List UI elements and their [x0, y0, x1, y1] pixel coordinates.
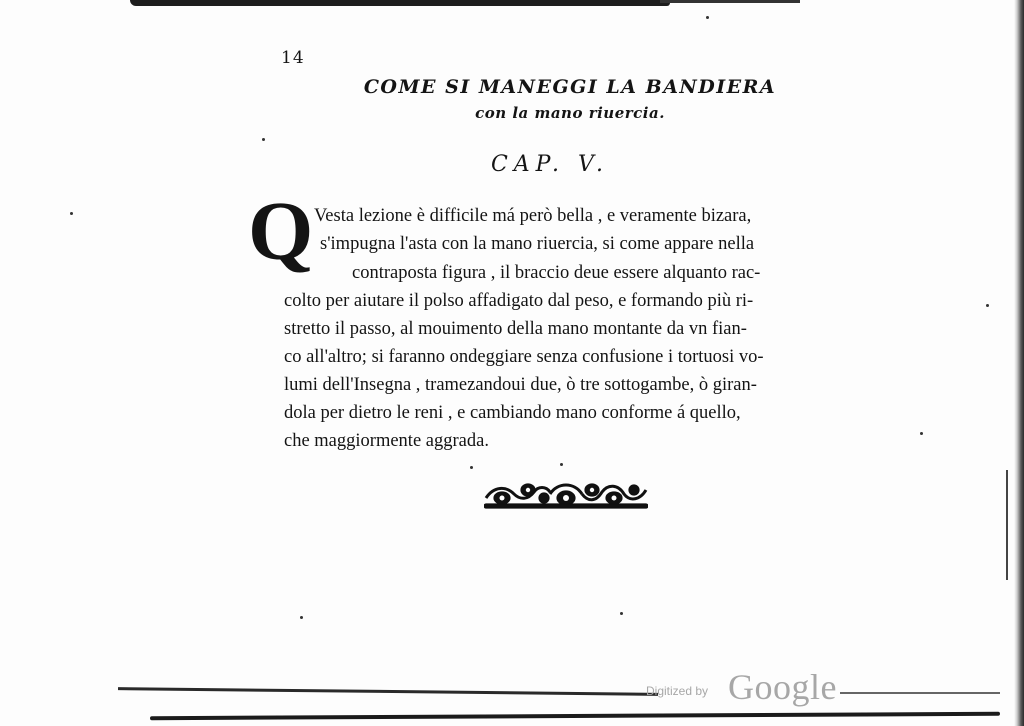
chapter-heading: CAP. V. — [490, 152, 610, 177]
page-edge-right — [1014, 0, 1024, 726]
page-edge-bottom-right — [840, 692, 1000, 694]
paper-speck — [706, 16, 709, 19]
paper-speck — [470, 466, 473, 469]
page-edge-bottom — [118, 687, 658, 696]
page-edge-bottom-shadow — [150, 712, 1000, 720]
body-line-9: che maggiormente aggrada. — [284, 431, 489, 451]
body-line-3: contraposta figura , il braccio deue essere alquanto rac- — [352, 263, 761, 283]
paper-speck — [620, 612, 623, 615]
google-logo: Google — [728, 667, 837, 707]
drop-cap: Q — [248, 185, 314, 278]
body-line-4: colto per aiutare il polso affadigato dal peso, e formando più ri- — [284, 291, 754, 311]
paper-speck — [560, 463, 563, 466]
floral-ornament-icon — [484, 476, 648, 510]
paper-speck — [70, 212, 73, 215]
page-edge-top — [130, 0, 670, 6]
body-line-6: co all'altro; si faranno ondeggiare senza confusione i tortuosi vo- — [284, 347, 764, 367]
paper-speck — [986, 304, 989, 307]
body-line-2: s'impugna l'asta con la mano riuercia, si come appare nella — [320, 234, 755, 254]
paper-speck — [300, 616, 303, 619]
digitized-watermark — [646, 667, 856, 712]
paper-speck — [920, 432, 923, 435]
page-number: 14 — [281, 48, 305, 68]
page-edge-top-thin — [660, 0, 800, 3]
page-edge-right-mark — [1006, 470, 1008, 580]
body-line-1: Vesta lezione è difficile má però bella , e veramente bizara, — [314, 206, 752, 226]
body-line-8: dola per dietro le reni , e cambiando mano conforme á quello, — [284, 403, 741, 423]
paper-speck — [262, 138, 265, 141]
body-line-5: stretto il passo, al mouimento della mano montante da vn fian- — [284, 319, 747, 339]
body-line-7: lumi dell'Insegna , tramezandoui due, ò tre sottogambe, ò giran- — [284, 375, 757, 395]
page-subtitle: con la mano riuercia. — [475, 104, 665, 122]
page-title: COME SI MANEGGI LA BANDIERA — [363, 76, 777, 98]
watermark-prefix: Digitized by — [646, 684, 709, 698]
